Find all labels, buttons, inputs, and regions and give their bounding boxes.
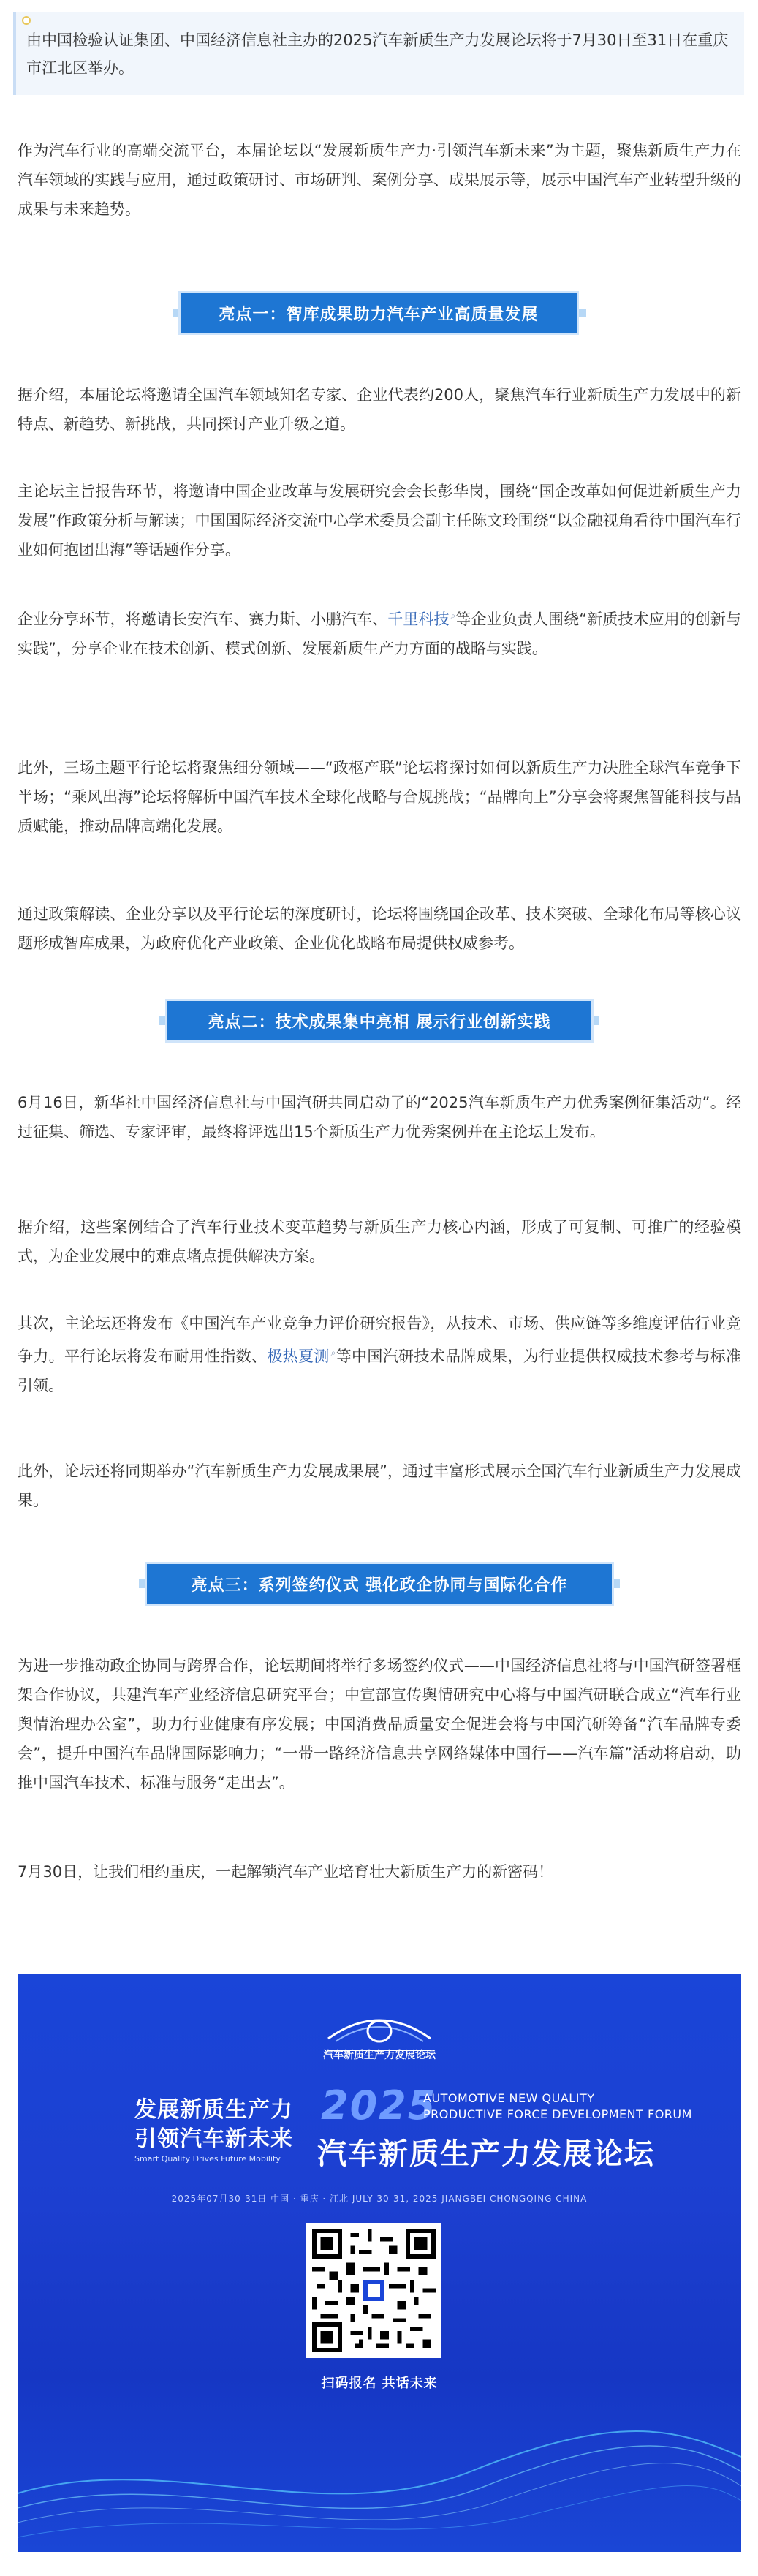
paragraph-intro-experts: 据介绍，本届论坛将邀请全国汽车领域知名专家、企业代表约200人，聚焦汽车行业新质生产力发展中的新特点、新趋势、新挑战，共同探讨产业升级之道。 <box>18 386 741 433</box>
company-link-qianli[interactable]: 千里科技 <box>387 611 450 628</box>
paragraph-think-tank: 通过政策解读、企业分享以及平行论坛的深度研讨，论坛将围绕国企改革、技术突破、全球化布局等核心议题形成智库成果，为政府优化产业政策、企业优化战略布局提供权威参考。 <box>18 905 741 952</box>
poster-slogan-line-1: 发展新质生产力 <box>134 2097 293 2123</box>
paragraph-enterprise-sharing: 企业分享环节，将邀请长安汽车、赛力斯、小鹏汽车、千里科技 ⌕等企业负责人围绕“新质技术应用的创新与实践”，分享企业在技术创新、模式创新、发展新质生产力方面的战略与实践。 <box>18 611 741 657</box>
paragraph-case-collection: 6月16日，新华社中国经济信息社与中国汽研共同启动了的“2025汽车新质生产力优秀案例征集活动”。经过征集、筛选、专家评审，最终将评选出15个新质生产力优秀案例并在主论坛上发布。 <box>18 1094 741 1141</box>
paragraph-theme: 作为汽车行业的高端交流平台，本届论坛以“发展新质生产力·引领汽车新未来”为主题，聚焦新质生产力在汽车领域的实践与应用，通过政策研讨、市场研判、案例分享、成果展示等，展示中国汽车产业转型升级的成果与未来趋势。 <box>18 142 741 218</box>
quote-dot-icon <box>22 16 31 25</box>
paragraph-case-value: 据介绍，这些案例结合了汽车行业技术变革趋势与新质生产力核心内涵，形成了可复制、可推广的经验模式，为企业发展中的难点堵点提供解决方案。 <box>18 1218 741 1265</box>
poster-slogan-line-2: 引领汽车新未来 <box>134 2126 293 2152</box>
highlight-2-label: 亮点二：技术成果集中亮相 展示行业创新实践 <box>165 999 594 1043</box>
poster-date-location: 2025年07月30-31日 中国 · 重庆 · 江北 JULY 30-31, 2025 JIANGBEI CHONGQING CHINA <box>171 2194 588 2204</box>
search-icon[interactable]: ⌕ <box>330 1348 336 1358</box>
paragraph-keynote: 主论坛主旨报告环节，将邀请中国企业改革与发展研究会会长彭华岗，围绕“国企改革如何促进新质生产力发展”作政策分析与解读；中国国际经济交流中心学术委员会副主任陈文玲围绕“以金融视角看待中国汽车行业如何抱团出海”等话题作分享。 <box>18 483 741 559</box>
highlight-3-label: 亮点三：系列签约仪式 强化政企协同与国际化合作 <box>145 1562 614 1606</box>
paragraph-parallel-forums: 此外，三场主题平行论坛将聚焦细分领域——“政枢产联”论坛将探讨如何以新质生产力决胜全球汽车竞争下半场；“乘风出海”论坛将解析中国汽车技术全球化战略与合规挑战；“品牌向上”分享会将聚焦智能科技与品质赋能，推动品牌高端化发展。 <box>18 759 741 835</box>
poster-english-title-line-2: PRODUCTIVE FORCE DEVELOPMENT FORUM <box>423 2107 692 2121</box>
paragraph-report-release: 其次，主论坛还将发布《中国汽车产业竞争力评价研究报告》，从技术、市场、供应链等多维度评估行业竞争力。平行论坛将发布耐用性指数、极热夏测 ⌕等中国汽研技术品牌成果，为行业提供权威技术参考与标准引领。 <box>18 1315 742 1394</box>
paragraph-signing: 为进一步推动政企协同与跨界合作，论坛期间将举行多场签约仪式——中国经济信息社将与中国汽研签署框架合作协议，共建汽车产业经济信息研究平台；中宣部宣传舆情研究中心将与中国汽研联合成立“汽车行业舆情治理办公室”，助力行业健康有序发展；中国消费品质量安全促进会将与中国汽研筹备“汽车品牌专委会”，提升中国汽车品牌国际影响力；“一带一路经济信息共享网络媒体中国行——汽车篇”活动将启动，助推中国汽车技术、标准与服务“走出去”。 <box>18 1657 741 1791</box>
search-icon[interactable]: ⌕ <box>450 611 456 621</box>
poster-chinese-title: 汽车新质生产力发展论坛 <box>317 2137 655 2171</box>
poster-logo-text: 汽车新质生产力发展论坛 <box>323 2050 436 2061</box>
paragraph-closing: 7月30日，让我们相约重庆，一起解锁汽车产业培育壮大新质生产力的新密码！ <box>18 1863 554 1881</box>
qr-code-icon <box>312 2229 436 2352</box>
poster-slogan-english: Smart Quality Drives Future Mobility <box>134 2154 281 2164</box>
registration-qr-code[interactable] <box>306 2223 441 2358</box>
highlight-3-heading <box>0 1562 758 1606</box>
decorative-waves-icon <box>18 2384 741 2552</box>
qr-caption: 扫码报名 共话未来 <box>321 2376 438 2391</box>
forum-poster <box>18 1974 741 2552</box>
highlight-2-heading <box>0 999 758 1043</box>
paragraph-exhibition: 此外，论坛还将同期举办“汽车新质生产力发展成果展”，通过丰富形式展示全国汽车行业新质生产力发展成果。 <box>18 1462 741 1509</box>
intro-text: 由中国检验认证集团、中国经济信息社主办的2025汽车新质生产力发展论坛将于7月30日至31日在重庆市江北区举办。 <box>26 31 729 77</box>
highlight-1-label: 亮点一：智库成果助力汽车产业高质量发展 <box>178 291 579 335</box>
highlight-1-heading <box>0 291 758 335</box>
poster-english-title-line-1: AUTOMOTIVE NEW QUALITY <box>423 2091 595 2105</box>
poster-year: 2025 <box>321 2082 437 2129</box>
brand-link-extreme-heat[interactable]: 极热夏测 <box>267 1348 330 1365</box>
intro-summary-box <box>13 12 744 95</box>
